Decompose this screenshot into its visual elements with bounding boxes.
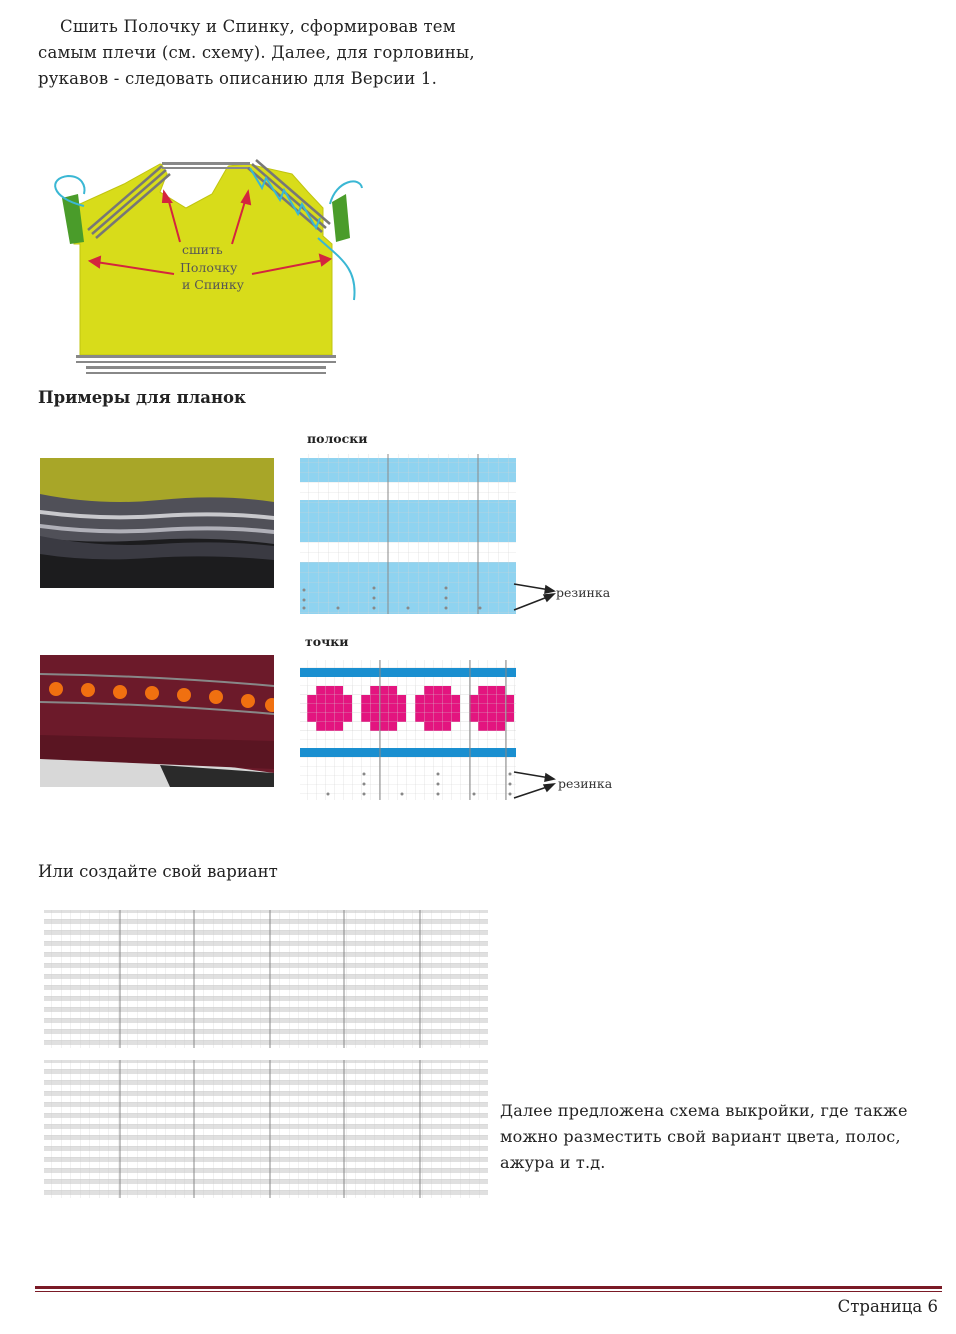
right-cuff	[332, 194, 350, 242]
examples-heading: Примеры для планок	[38, 388, 246, 407]
pattern-note: Далее предложена схема выкройки, где также можно разместить свой вариант цвета, полос, ажура и т.д.	[500, 1101, 908, 1172]
rib-arrows	[514, 772, 554, 798]
rib-label-stripes: резинка	[556, 585, 611, 600]
diagram-label-1: сшить	[182, 242, 223, 257]
custom-heading: Или создайте свой вариант	[38, 862, 278, 881]
sweater-assembly-diagram	[40, 158, 370, 380]
rib-label-dots: резинка	[558, 776, 613, 791]
stripe-band-photo	[40, 458, 274, 588]
dot-band-photo	[40, 655, 274, 787]
hem-stripes	[76, 355, 336, 374]
stripes-label: полоски	[307, 431, 368, 446]
dots-label: точки	[305, 634, 349, 649]
left-thread	[55, 176, 84, 206]
left-cuff	[62, 194, 84, 244]
footer-rule-thin	[35, 1291, 942, 1292]
intro-paragraph: Сшить Полочку и Спинку, сформировав тем самым плечи (см. схему). Далее, для горловины, рукавов - следовать описанию для Версии 1.	[38, 17, 475, 88]
blank-grid-upper	[42, 908, 490, 1050]
page-number: Страница 6	[837, 1297, 938, 1316]
blank-grid-lower	[42, 1058, 490, 1200]
footer-rule	[35, 1286, 942, 1289]
rib-arrows	[514, 584, 554, 610]
diagram-label-2: Полочку	[180, 260, 238, 275]
diagram-label-3: и Спинку	[182, 277, 245, 292]
blue-band	[300, 748, 516, 757]
blue-band	[300, 668, 516, 677]
